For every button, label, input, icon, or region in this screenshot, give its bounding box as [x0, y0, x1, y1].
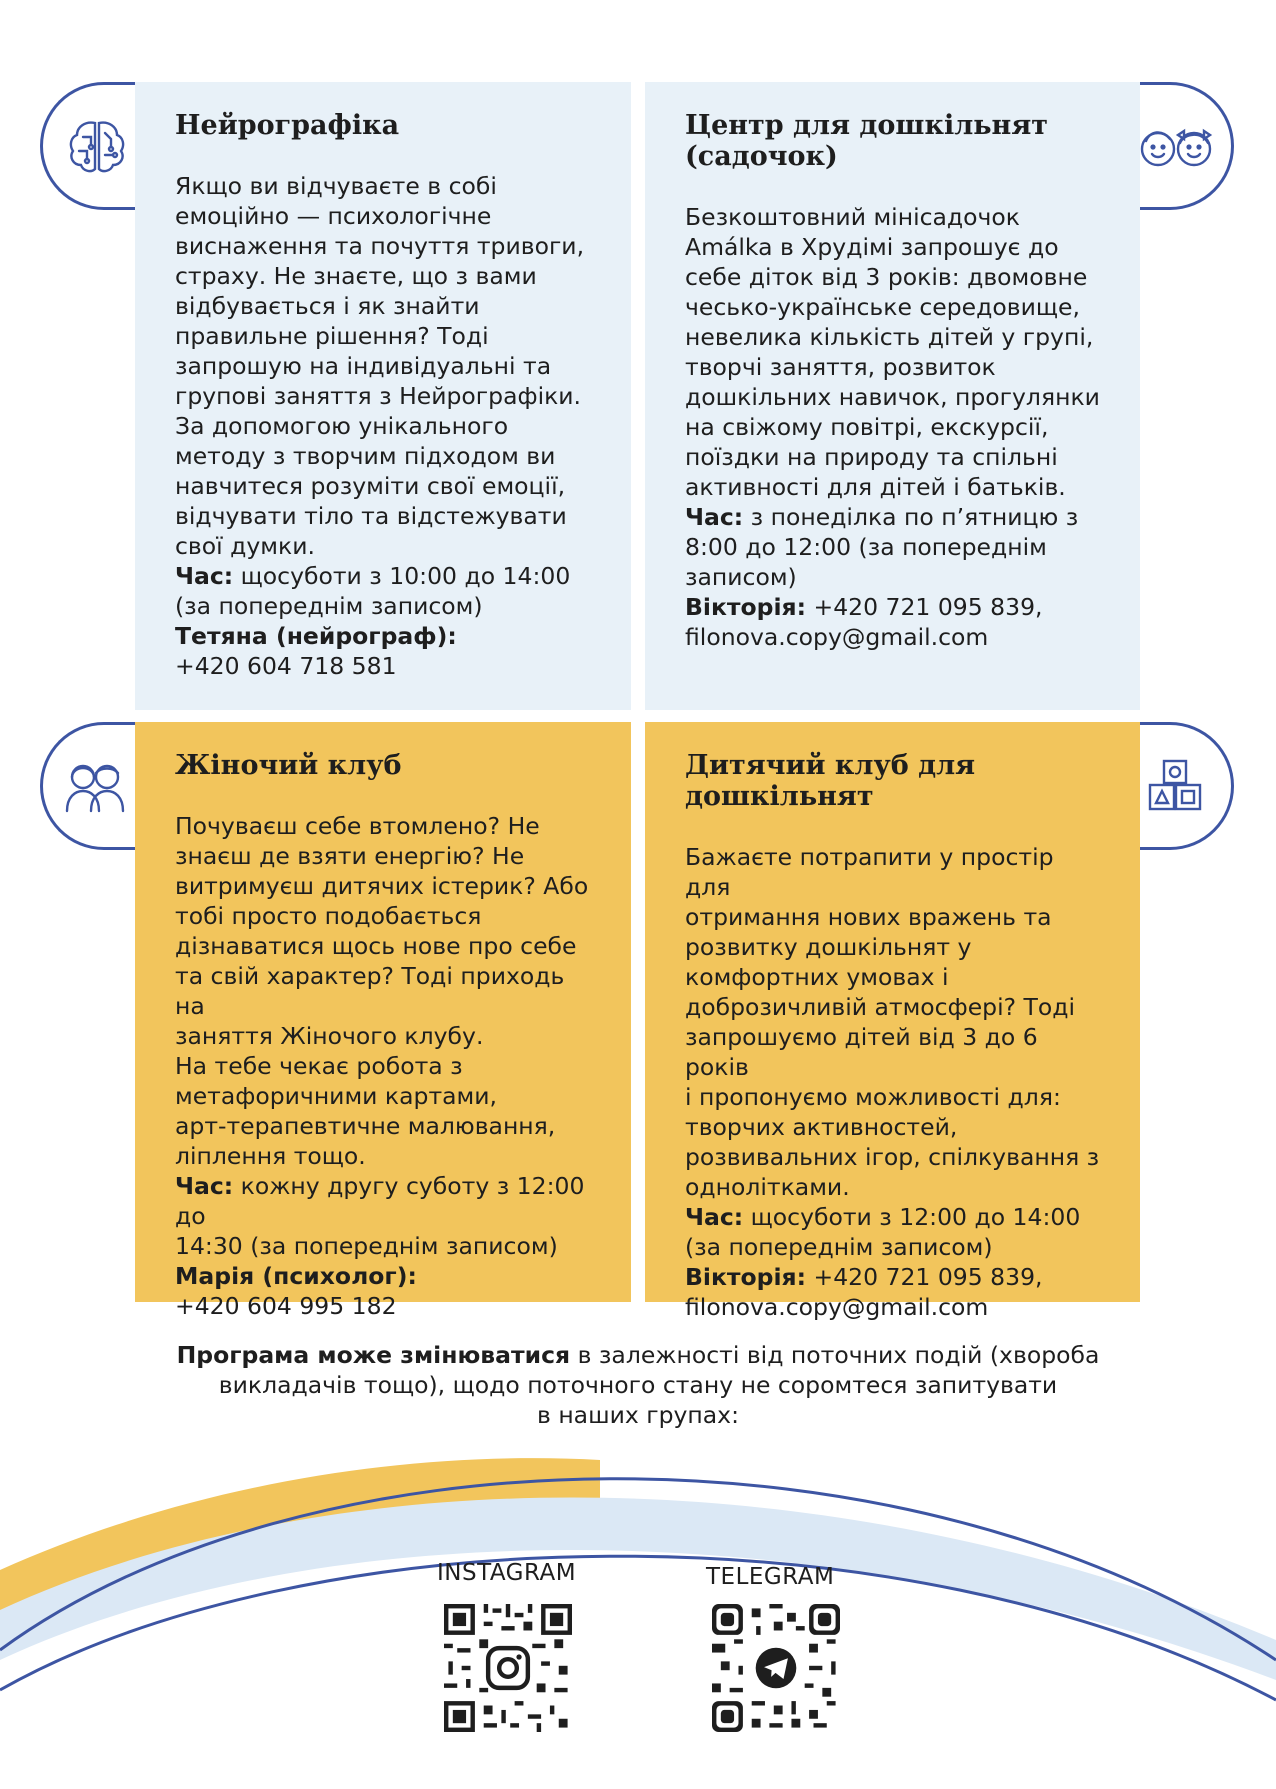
time-value: щосуботи з 12:00 до 14:00: [743, 1203, 1081, 1231]
card-kindergarten: [645, 82, 1140, 710]
card-body: Безкоштовний мінісадочок Amálka в Хрудімі запрошує до себе діток від 3 років: двомовне чесько-українське середовище, невелика кількість дітей у групі, творчі заняття, розвиток дошкільних навичок, прогулянки на свіжому повітрі, екскурсії, поїздки на природу та спільні активності для дітей і батьків. Час: з понеділка по п’ятницю з 8:00 до 12:00 (за попереднім записом) Вікторія: +420 721 095 839, filonova.copy@gmail.com: [685, 203, 1100, 651]
time-value: кожну другу суботу з 12:00 до: [175, 1172, 585, 1230]
icon-tab-kids-club: [1134, 722, 1234, 850]
brain-icon: [65, 115, 129, 179]
time-value: з понеділка по п’ятницю з: [743, 503, 1079, 531]
phone-number: +420 721 095 839,: [806, 1263, 1043, 1291]
phone-number: +420 721 095 839,: [806, 593, 1043, 621]
card-kids-club: [645, 722, 1140, 1321]
time-label: Час:: [175, 562, 234, 590]
contact-label: Вікторія:: [685, 1263, 807, 1291]
time-label: Час:: [175, 1172, 234, 1200]
schedule-change-note: Програма може змінюватися в залежності від поточних подій (хвороба викладачів тощо), щодо поточного стану не соромтеся запитувати в наших групах:: [176, 1341, 1100, 1429]
decorative-wave: [0, 1440, 1276, 1789]
card-body: Почуваєш себе втомлено? Не знаєш де взяти енергію? Не витримуєш дитячих істерик? Або тобі просто подобається дізнаватися щось нове про себе та свій характер? Тоді приходь на заняття Жіночого клубу. На тебе чекає робота з метафоричними картами, арт-терапевтичне малювання, ліплення тощо. Час: кожну другу суботу з 12:00 до 14:30 (за попереднім записом) Марія (психолог): +420 604 995 182: [175, 812, 589, 1320]
icon-tab-neurographics: [40, 82, 140, 210]
contact-label: Марія (психолог):: [175, 1262, 417, 1290]
time-label: Час:: [685, 1203, 744, 1231]
card-title: Центр для дошкільнят (садочок): [685, 110, 1048, 172]
card-title: Нейрографіка: [175, 110, 400, 141]
contact-label: Тетяна (нейрограф):: [175, 622, 457, 650]
time-label: Час:: [685, 503, 744, 531]
phone-number: +420 604 995 182: [175, 1292, 397, 1320]
instagram-label: INSTAGRAM: [437, 1560, 577, 1586]
contact-label: Вікторія:: [685, 593, 807, 621]
instagram-qr-code[interactable]: [444, 1604, 572, 1732]
card-title: Дитячий клуб для дошкільнят: [685, 750, 976, 812]
card-neurographics: [135, 82, 631, 710]
email: filonova.copy@gmail.com: [685, 623, 989, 651]
email: filonova.copy@gmail.com: [685, 1293, 989, 1321]
time-value: щосуботи з 10:00 до 14:00: [233, 562, 571, 590]
card-body: Бажаєте потрапити у простір для отримання нових вражень та розвитку дошкільнят у комфортних умовах і доброзичливій атмосфері? Тоді запрошуємо дітей від 3 до 6 років і пропонуємо можливості для: творчих активностей, розвивальних ігор, спілкування з однолітками. Час: щосуботи з 12:00 до 14:00 (за попереднім записом) Вікторія: +420 721 095 839, filonova.copy@gmail.com: [685, 843, 1100, 1321]
telegram-label: TELEGRAM: [706, 1564, 835, 1590]
card-title: Жіночий клуб: [175, 750, 402, 781]
icon-tab-kindergarten: [1134, 82, 1234, 210]
telegram-qr-code[interactable]: [712, 1604, 840, 1732]
phone-number: +420 604 718 581: [175, 652, 397, 680]
icon-tab-womens-club: [40, 722, 140, 850]
children-faces-icon: [1138, 119, 1218, 175]
card-womens-club: [135, 722, 631, 1320]
toy-blocks-icon: [1144, 755, 1208, 819]
card-body: Якщо ви відчуваєте в собі емоційно — психологічне виснаження та почуття тривоги, страху. Не знаєте, що з вами відбувається і як знайти правильне рішення? Тоді запрошую на індивідуальні та групові заняття з Нейрографіки. За допомогою унікального методу з творчим підходом ви навчитеся розуміти свої емоції, відчувати тіло та відстежувати свої думки. Час: щосуботи з 10:00 до 14:00 (за попереднім записом) Тетяна (нейрограф): +420 604 718 581: [175, 172, 585, 680]
two-people-icon: [63, 755, 127, 819]
